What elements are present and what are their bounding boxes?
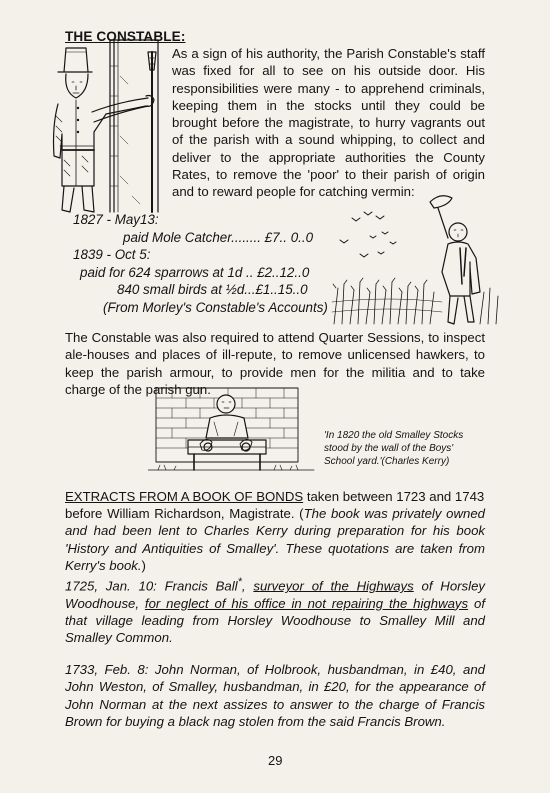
page-number: 29: [268, 753, 283, 768]
bonds-intro-line1: [65, 488, 485, 505]
bonds-intro-paragraph: [65, 505, 485, 574]
account-date-1839: 1839 - Oct 5:: [73, 247, 151, 262]
account-entry-sparrows: paid for 624 sparrows at 1d .. £2..12..0: [80, 265, 310, 280]
bird-scarer-illustration: [330, 192, 500, 326]
bonds-intro-close: ): [141, 557, 146, 573]
entry-1725-neglect: for neglect of his office in not repairing the highways: [144, 595, 469, 611]
entry-1725-mid: of Horsley Woodhouse,: [65, 578, 486, 611]
entry-1725-office: surveyor of the Highways: [253, 578, 414, 594]
account-date-1827: 1827 - May13:: [73, 212, 159, 227]
entry-1725-asterisk: *: [237, 576, 242, 588]
bonds-heading: EXTRACTS FROM A BOOK OF BONDS: [65, 489, 304, 504]
constable-heading: THE CONSTABLE:: [65, 29, 186, 44]
bonds-heading-rest: taken between 1723 and 1743: [306, 489, 485, 504]
account-source: (From Morley's Constable's Accounts): [103, 300, 328, 315]
entry-1725-date: 1725, Jan. 10: Francis Ball: [65, 578, 238, 594]
stocks-caption: 'In 1820 the old Smalley Stocks stood by the wall of the Boys' School yard.'(Charles Kerry): [324, 430, 464, 467]
stocks-illustration: [148, 384, 316, 478]
bonds-intro-text: before William Richardson, Magistrate. (: [65, 506, 304, 521]
account-entry-mole-catcher: paid Mole Catcher........ £7.. 0..0: [123, 230, 314, 245]
account-entry-small-birds: 840 small birds at ½d...£1..15..0: [117, 282, 308, 297]
constable-duties-paragraph: The Constable was also required to attend Quarter Sessions, to inspect ale-houses and places of ill-repute, to remove unlicensed hawkers, to keep the parish armour, to provide men for the militia and to take charge of the parish gun.: [65, 330, 485, 397]
bond-entry-1725: 1725, Jan. 10: Francis Ball*, surveyor of the Highways of Horsley Woodhouse, for neglect of his office in not repairing the highways of that village leading from Horsley Woodhouse to Smalley Mill and Smalley Common.: [65, 576, 486, 646]
constable-paragraph: As a sign of his authority, the Parish Constable's staff was fixed for all to see on his outside door. His responsibilities were many - to apprehend criminals, keeping them in the stocks until they could be brought before the magistrate, to hurry vagrants out of the parish with a sound whipping, to collect and deliver to the appropriate authorities the County Rates, to remove the 'poor' to their parish of origin and to reward people for catching vermin:: [172, 46, 485, 200]
constable-illustration: [48, 36, 164, 216]
entry-1725-rest: of that village leading from Horsley Woodhouse to Smalley Mill and Smalley Common.: [65, 595, 485, 646]
bonds-intro-italic: The book was privately owned and had been lent to Charles Kerry during preparation for his book 'History and Antiquities of Smalley'. These quotations are taken from Kerry's book.: [65, 506, 485, 573]
bond-entry-1733: 1733, Feb. 8: John Norman, of Holbrook, husbandman, in £40, and John Weston, of Smalley, husbandman, in £20, for the appearance of John Norman at the next assizes to answer to the charge of Francis Brown for buying a black nag stolen from the said Francis Brown.: [65, 662, 485, 729]
